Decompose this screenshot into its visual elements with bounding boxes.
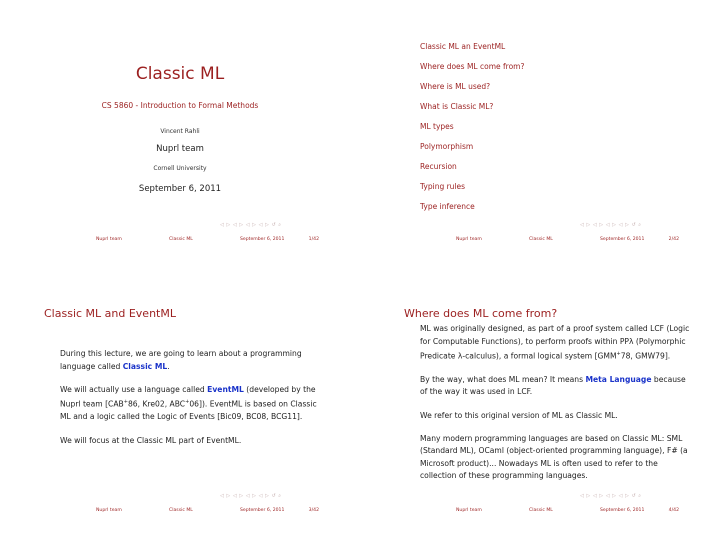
keyword-meta-language: Meta Language: [585, 374, 652, 384]
footer-title: Classic ML: [169, 237, 193, 242]
footer-date: September 6, 2011: [240, 237, 285, 242]
outline-list: [420, 42, 524, 222]
author-name: Vincent Rahli: [160, 128, 200, 135]
outline-item[interactable]: What is Classic ML?: [420, 102, 494, 111]
outline-item[interactable]: Typing rules: [420, 182, 466, 191]
outline-item[interactable]: Where is ML used?: [420, 82, 491, 91]
keyword-eventml: EventML: [207, 384, 244, 394]
paragraph: We refer to this original version of ML as Classic ML.: [420, 410, 618, 420]
footer-title: Classic ML: [529, 237, 553, 242]
footer-author: Nuprl team: [96, 237, 122, 242]
slide-classic-ml-eventml: [0, 271, 360, 541]
slide-footer: [0, 237, 360, 247]
footer-page: 4/42: [668, 508, 679, 513]
outline-item[interactable]: Classic ML an EventML: [420, 42, 506, 51]
beamer-nav-icons[interactable]: ◁ ▷ ◁ ▷ ◁ ▷ ◁ ▷ ↺ ⌕: [220, 493, 282, 499]
footer-page: 2/42: [668, 237, 679, 242]
slide-outline: [360, 0, 720, 270]
paragraph: By the way, what does ML mean? It means Meta Language because of the way it was used in LCF.: [420, 374, 686, 397]
slide-body: [420, 323, 690, 493]
keyword-classic-ml: Classic ML: [122, 361, 168, 371]
footer-date: September 6, 2011: [240, 508, 285, 513]
footer-author: Nuprl team: [456, 237, 482, 242]
beamer-nav-icons[interactable]: ◁ ▷ ◁ ▷ ◁ ▷ ◁ ▷ ↺ ⌕: [220, 222, 282, 228]
footer-author: Nuprl team: [456, 508, 482, 513]
footer-date: September 6, 2011: [600, 237, 645, 242]
outline-item[interactable]: Type inference: [420, 202, 475, 211]
footer-date: September 6, 2011: [600, 508, 645, 513]
paragraph: ML was originally designed, as part of a proof system called LCF (Logic for Computable Functions), to perform proofs within PPλ (Polymorphic Predicate λ-calculus), a formal logical system [GMM+78, GMW79].: [420, 324, 690, 361]
paragraph: Many modern programming languages are based on Classic ML: SML (Standard ML), OCaml (object-oriented programming language), F# (a Microsoft product)... Nowadays ML is often used to refer to the collection of these programming languages.: [420, 433, 688, 481]
footer-page: 3/42: [308, 508, 319, 513]
slide-title-heading: Classic ML: [135, 64, 225, 84]
outline-item[interactable]: Where does ML come from?: [420, 62, 525, 71]
outline-item[interactable]: Polymorphism: [420, 142, 474, 151]
beamer-nav-icons[interactable]: ◁ ▷ ◁ ▷ ◁ ▷ ◁ ▷ ↺ ⌕: [580, 222, 642, 228]
course-name: CS 5860 - Introduction to Formal Methods: [101, 101, 259, 110]
paragraph: We will actually use a language called EventML (developed by the Nuprl team [CAB+86, Kre02, ABC+06]). EventML is based on Classic ML and a logic called the Logic of Events [Bic09, BC08, BCG11].: [60, 384, 317, 422]
beamer-nav-icons[interactable]: ◁ ▷ ◁ ▷ ◁ ▷ ◁ ▷ ↺ ⌕: [580, 493, 642, 499]
outline-item[interactable]: Recursion: [420, 162, 457, 171]
footer-author: Nuprl team: [96, 508, 122, 513]
slide-ml-origin: [360, 271, 720, 541]
slide-heading: Classic ML and EventML: [44, 307, 176, 320]
team-name: Nuprl team: [156, 144, 204, 154]
university: Cornell University: [153, 165, 207, 172]
footer-title: Classic ML: [169, 508, 193, 513]
slide-title: [0, 0, 360, 270]
slide-heading: Where does ML come from?: [404, 307, 558, 320]
slide-body: [60, 348, 318, 458]
slide-footer: [360, 237, 720, 247]
date: September 6, 2011: [138, 184, 222, 194]
footer-title: Classic ML: [529, 508, 553, 513]
slide-footer: [0, 508, 360, 518]
footer-page: 1/42: [308, 237, 319, 242]
outline-item[interactable]: ML types: [420, 122, 454, 131]
paragraph: During this lecture, we are going to learn about a programming language called Classic ML.: [60, 349, 302, 371]
paragraph: We will focus at the Classic ML part of EventML.: [60, 435, 242, 445]
slide-footer: [360, 508, 720, 518]
